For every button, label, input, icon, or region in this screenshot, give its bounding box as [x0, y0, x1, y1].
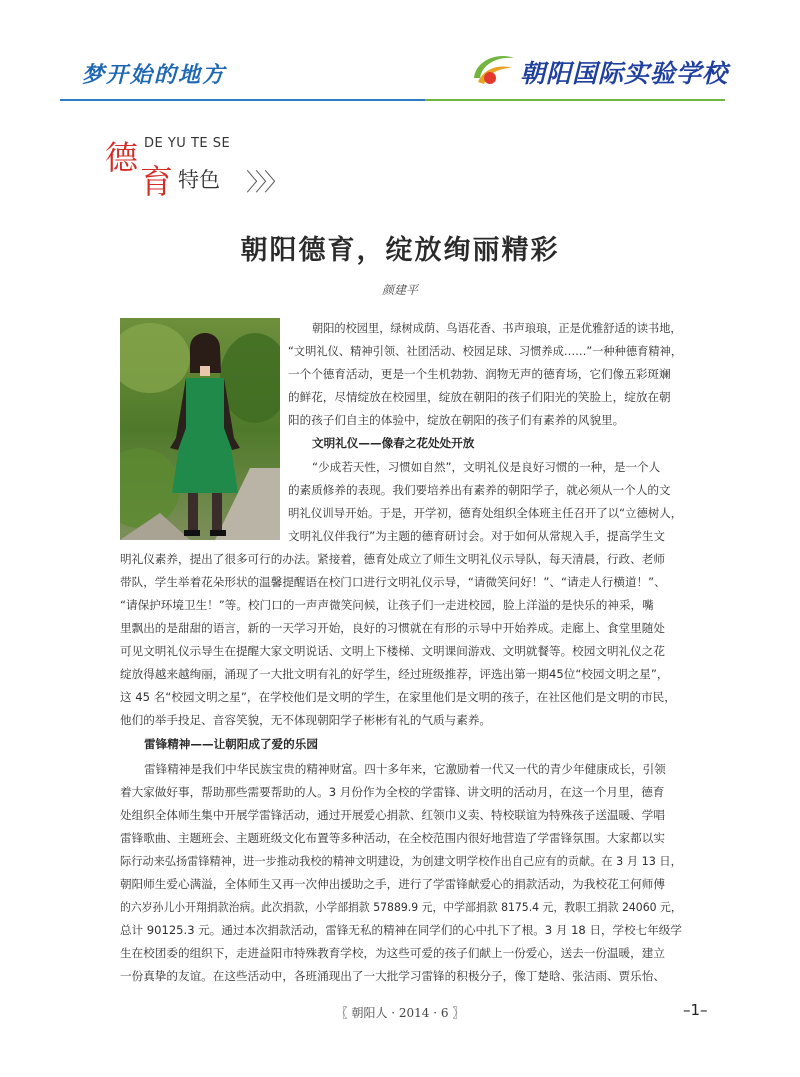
text-line: 朝阳的校园里，绿树成荫、鸟语花香、书声琅琅，正是优雅舒适的读书地， [312, 321, 682, 335]
footer-issue: 〖 朝阳人 · 2014 · 6 〗 [335, 1006, 465, 1020]
section-english: DE YU TE SE [144, 136, 231, 151]
text-line: “请保护环境卫生！”等。校门口的一声声微笑问候，让孩子们一走进校园，脸上洋溢的是快乐的神采，嘴 [120, 598, 654, 612]
text-line: 处组织全体师生集中开展学雷锋活动，通过开展爱心捐款、红领巾义卖、特校联谊为特殊孩子送温暖、学唱 [120, 808, 665, 822]
text-line: 的鲜花，尽情绽放在校园里，绽放在朝阳的孩子们阳光的笑脸上，绽放在朝 [288, 390, 671, 404]
text-line: 一个个德育活动，更是一个生机勃勃、润物无声的德育场，它们像五彩斑斓 [288, 367, 671, 381]
subheading: 雷锋精神——让朝阳成了爱的乐园 [144, 737, 318, 751]
text-line: “文明礼仪、精神引领、社团活动、校园足球、习惯养成……”一种种德育精神， [288, 344, 683, 358]
header-slogan: 梦开始的地方 [82, 62, 227, 88]
text-line: “少成若天性，习惯如自然”，文明礼仪是良好习惯的一种，是一个人 [312, 460, 661, 474]
school-logo [468, 48, 729, 94]
chevron-right-icon: 〉〉〉 [246, 168, 285, 196]
text-line: 他们的举手投足、音容笑貌，无不体现朝阳学子彬彬有礼的气质与素养。 [120, 713, 492, 727]
text-line: 绽放得越来越绚丽，涌现了一大批文明有礼的好学生，经过班级推荐，评选出第一期45位“校园文明之星”， [120, 667, 669, 681]
text-line: 总计 90125.3 元。通过本次捐款活动，雷锋无私的精神在同学们的心中扎下了根。3 月 18 日，学校七年级学 [120, 923, 682, 937]
subheading: 文明礼仪——像春之花处处开放 [312, 436, 475, 450]
section-label: 特色 [178, 168, 220, 192]
text-line: 一份真挚的友谊。在这些活动中，各班涌现出了一大批学习雷锋的积极分子，像丁楚晗、张洁雨、贾乐怡、 [120, 969, 665, 983]
school-emblem-icon [468, 48, 518, 90]
text-line: 际行动来弘扬雷锋精神，进一步推动我校的精神文明建设，为创建文明学校作出自己应有的贡献。在 3 月 13 日， [120, 854, 682, 868]
text-line: 明礼仪素养，提出了很多可行的办法。紧接着，德育处成立了师生文明礼仪示导队，每天清晨，行政、老师 [120, 552, 665, 566]
text-line: 里飘出的是甜甜的语言，新的一天学习开始，良好的习惯就在有形的示导中开始养成。走廊上、食堂里随处 [120, 621, 665, 635]
text-line: 可见文明礼仪示导生在提醒大家文明说话、文明上下楼梯、文明课间游戏、文明就餐等。校园文明礼仪之花 [120, 644, 665, 658]
section-heading [100, 132, 310, 201]
header-rule-blue [60, 99, 425, 101]
text-line: 文明礼仪伴我行”为主题的德育研讨会。对于如何从常规入手，提高学生文 [288, 529, 666, 543]
header-rule-green [425, 99, 725, 101]
text-line: 明礼仪训导开始。于是，开学初，德育处组织全体班主任召开了以“立德树人， [288, 506, 683, 520]
text-line: 生在校团委的组织下，走进益阳市特殊教育学校，为这些可爱的孩子们献上一份爱心，送去一份温暖，建立 [120, 946, 665, 960]
page-number: –1– [683, 1001, 708, 1019]
text-line: 带队，学生举着花朵形状的温馨提醒语在校门口进行文明礼仪示导，“请微笑问好！”、“请走人行横道！”、 [120, 575, 666, 589]
section-char-de: 德 [105, 138, 138, 177]
text-line: 的六岁孙儿小开翔捐款治病。此次捐款，小学部捐款 57889.9 元，中学部捐款 8175.4 元，教职工捐款 24060 元， [120, 900, 682, 914]
article-title: 朝阳德育，绽放绚丽精彩 [240, 235, 560, 266]
author-photo [120, 318, 280, 540]
text-line: 雷锋歌曲、主题班会、主题班级文化布置等多种活动，在全校范围内很好地营造了学雷锋氛围。大家都以实 [120, 831, 665, 845]
text-line: 的素质修养的表现。我们要培养出有素养的朝阳学子，就必须从一个人的文 [288, 483, 671, 497]
article-author: 颜建平 [381, 283, 418, 297]
school-name: 朝阳国际实验学校 [520, 59, 729, 88]
text-line: 着大家做好事，帮助那些需要帮助的人。3 月份作为全校的学雷锋、讲文明的活动月，在这一个月里，德育 [120, 785, 665, 799]
text-line: 雷锋精神是我们中华民族宝贵的精神财富。四十多年来，它激励着一代又一代的青少年健康成长，引领 [144, 762, 666, 776]
text-line: 这 45 名“校园文明之星”，在学校他们是文明的学生，在家里他们是文明的孩子，在社区他们是文明的市民， [120, 690, 676, 704]
text-line: 阳的孩子们自主的体验中，绽放在朝阳的孩子们有素养的风貌里。 [288, 413, 625, 427]
text-line: 朝阳师生爱心满溢，全体师生又再一次伸出援助之手，进行了学雷锋献爱心的捐款活动，为我校花工何师傅 [120, 877, 665, 891]
section-char-yu: 育 [140, 162, 173, 201]
